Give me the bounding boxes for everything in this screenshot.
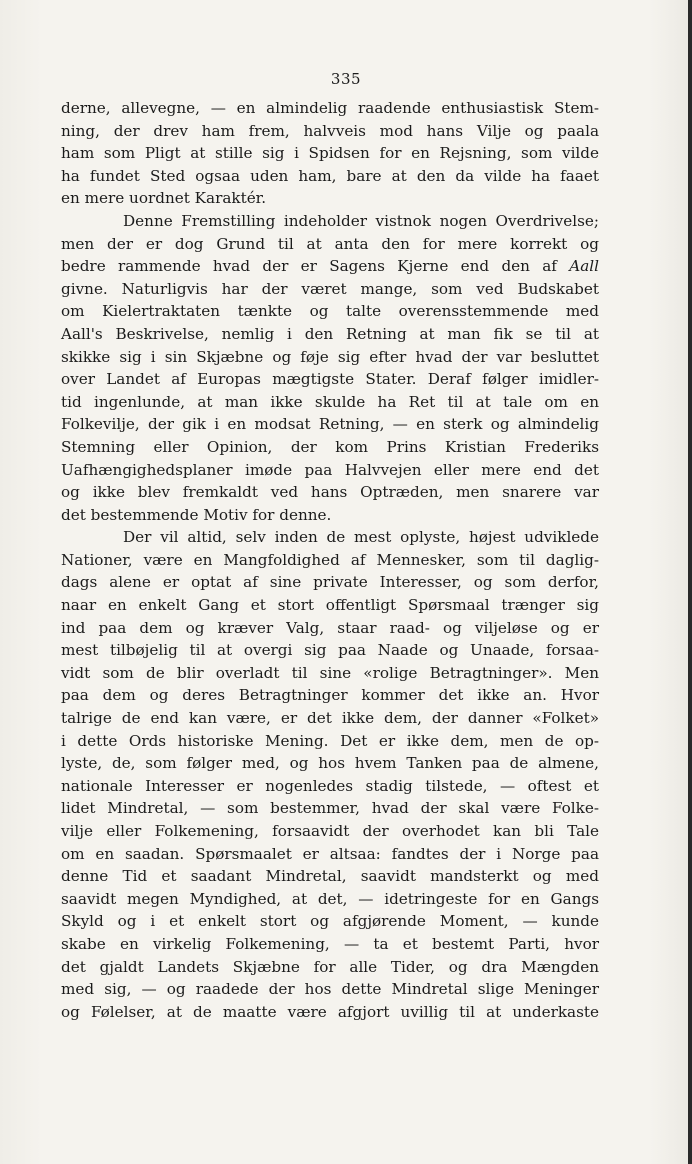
text-line: Uafhængighedsplaner imøde paa Halvvejen eller mere end det — [61, 460, 599, 479]
text-line: givne. Naturligvis har der været mange, som ved Budskabet — [61, 279, 599, 298]
text-line: bedre rammende hvad der er Sagens Kjerne end den af Aall — [61, 257, 599, 276]
text-line: om en saadan. Spørsmaalet er altsaa: fandtes der i Norge paa — [61, 844, 599, 863]
paragraph — [61, 97, 599, 210]
text-line: derne, allevegne, — en almindelig raadende enthusiastisk Stem- — [61, 99, 599, 117]
text-line: en mere uordnet Karaktér. — [61, 189, 267, 208]
text-line: tid ingenlunde, at man ikke skulde ha Ret til at tale om en — [61, 392, 599, 411]
text-line: Der vil altid, selv inden de mest oplyste, højest udviklede — [123, 528, 599, 547]
text-line: ham som Pligt at stille sig i Spidsen for en Rejsning, som vilde — [61, 144, 599, 163]
text-line: og ikke blev fremkaldt ved hans Optræden, men snarere var — [61, 483, 599, 502]
paragraph — [61, 210, 599, 526]
emphasized-name: Aall — [569, 257, 599, 276]
text-line: det bestemmende Motiv for denne. — [61, 505, 332, 524]
text-line: lidet Mindretal, — som bestemmer, hvad der skal være Folke- — [61, 799, 599, 818]
text-line: Stemning eller Opinion, der kom Prins Kristian Frederiks — [61, 437, 599, 456]
text-line: skikke sig i sin Skjæbne og føje sig efter hvad der var besluttet — [61, 347, 599, 366]
text-line: ha fundet Sted ogsaa uden ham, bare at den da vilde ha faaet — [61, 166, 599, 185]
text-line: ning, der drev ham frem, halvveis mod hans Vilje og paala — [61, 121, 599, 140]
text-line: Skyld og i et enkelt stort og afgjørende Moment, — kunde — [61, 912, 599, 931]
text-line: Denne Fremstilling indeholder vistnok nogen Overdrivelse; — [123, 211, 599, 230]
text-line: saavidt megen Myndighed, at det, — idetringeste for en Gangs — [61, 889, 599, 908]
text-line: vilje eller Folkemening, forsaavidt der overhodet kan bli Tale — [61, 822, 599, 840]
text-line: mest tilbøjelig til at overgi sig paa Naade og Unaade, forsaa- — [61, 641, 599, 660]
text-line: ind paa dem og kræver Valg, staar raad- og viljeløse og er — [61, 618, 599, 637]
text-line: denne Tid et saadant Mindretal, saavidt mandsterkt og med — [61, 867, 599, 886]
text-line: paa dem og deres Betragtninger kommer det ikke an. Hvor — [61, 686, 599, 705]
text-line: nationale Interesser er nogenledes stadig tilstede, — oftest et — [61, 776, 599, 795]
paragraph — [61, 526, 599, 1023]
text-line: over Landet af Europas mægtigste Stater. Deraf følger imidler- — [61, 370, 599, 389]
text-line: vidt som de blir overladt til sine «rolige Betragtninger». Men — [61, 663, 599, 682]
page-number: 335 — [330, 70, 362, 88]
text-line: med sig, — og raadede der hos dette Mindretal slige Meninger — [61, 980, 599, 999]
text-line: men der er dog Grund til at anta den for mere korrekt og — [61, 234, 599, 253]
page-edge-shadow — [688, 0, 692, 1164]
text-line: og Følelser, at de maatte være afgjort uvillig til at underkaste — [61, 1002, 599, 1021]
text-line: dags alene er optat af sine private Interesser, og som derfor, — [61, 573, 599, 592]
text-line: det gjaldt Landets Skjæbne for alle Tider, og dra Mængden — [61, 957, 599, 976]
text-line: Folkevilje, der gik i en modsat Retning, — en sterk og almindelig — [61, 415, 599, 434]
text-line: naar en enkelt Gang et stort offentligt Spørsmaal trænger sig — [61, 596, 599, 615]
text-line: talrige de end kan være, er det ikke dem, der danner «Folket» — [61, 709, 599, 728]
text-line: Aall's Beskrivelse, nemlig i den Retning at man fik se til at — [61, 324, 599, 343]
text-line: Nationer, være en Mangfoldighed af Mennesker, som til daglig- — [61, 550, 599, 569]
body-text — [61, 97, 599, 1023]
text-line: om Kielertraktaten tænkte og talte overensstemmende med — [61, 302, 599, 321]
text-line: lyste, de, som følger med, og hos hvem Tanken paa de almene, — [61, 754, 599, 773]
text-line: skabe en virkelig Folkemening, — ta et bestemt Parti, hvor — [61, 934, 599, 953]
text-line: i dette Ords historiske Mening. Det er ikke dem, men de op- — [61, 731, 599, 750]
